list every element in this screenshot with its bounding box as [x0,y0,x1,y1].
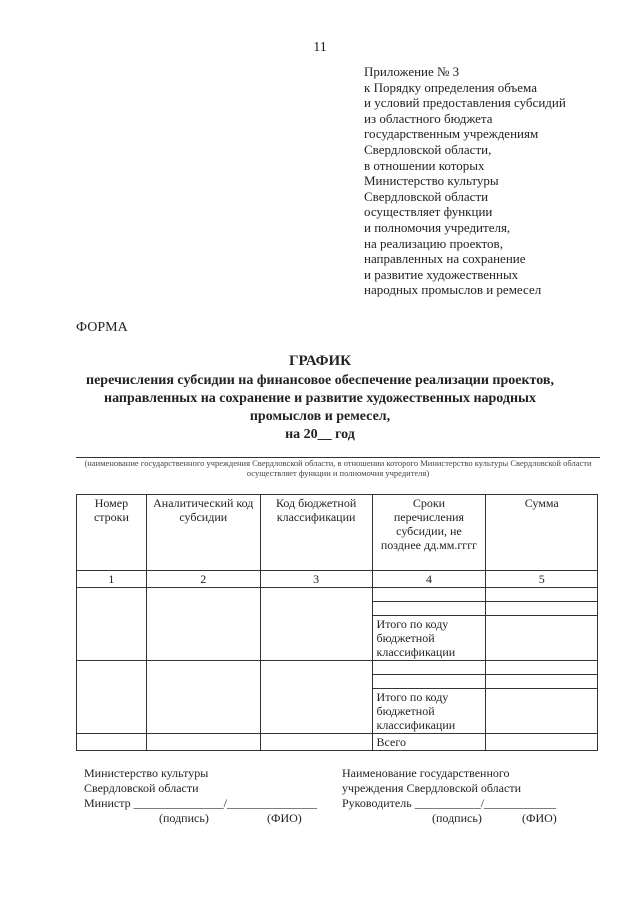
appendix-line: и развитие художественных [364,266,519,282]
cell-analytic-code[interactable] [146,734,260,751]
cell-subtotal-amount[interactable] [486,616,598,661]
cell-deadline[interactable] [372,588,486,602]
table-row [77,661,598,675]
column-number: 2 [146,571,260,588]
table-header-row [77,495,598,571]
cell-row-number[interactable] [77,661,147,734]
caption-signature: (подпись) [159,811,209,825]
column-number: 3 [260,571,372,588]
ministry-name-line: Министерство культуры [84,766,209,780]
subtotal-label: Итого по коду бюджетной классификации [372,689,486,734]
subtotal-label: Итого по коду бюджетной классификации [372,616,486,661]
appendix-line: из областного бюджета [364,110,493,126]
cell-amount[interactable] [486,675,598,689]
appendix-line: и полномочия учредителя, [364,219,511,235]
appendix-line: Министерство культуры [364,173,499,189]
title-line: промыслов и ремесел, [249,409,391,424]
cell-amount[interactable] [486,602,598,616]
header-budget-code: Код бюджетной классификации [260,495,372,571]
minister-signature-line[interactable]: Министр _______________/_______________ [84,796,317,810]
column-number: 1 [77,571,147,588]
appendix-line: на реализацию проектов, [364,235,503,251]
cell-budget-code[interactable] [260,734,372,751]
cell-row-number[interactable] [77,588,147,661]
cell-budget-code[interactable] [260,588,372,661]
institution-name-line: Наименование государственного [342,766,510,780]
cell-amount[interactable] [486,661,598,675]
cell-analytic-code[interactable] [146,661,260,734]
ministry-name-line: Свердловской области [84,781,199,795]
form-label: ФОРМА [76,320,128,335]
appendix-line: народных промыслов и ремесел [364,282,542,298]
cell-deadline[interactable] [372,661,486,675]
header-deadline: Сроки перечисления субсидии, не позднее дд.мм.гггг [372,495,486,571]
header-analytic-code: Аналитический код субсидии [146,495,260,571]
caption-full-name: (ФИО) [522,811,557,825]
appendix-line: Свердловской области [364,188,489,204]
head-signature-line[interactable]: Руководитель ___________/____________ [342,796,557,810]
table-row [77,588,598,602]
header-amount: Сумма [486,495,598,571]
total-row [77,734,598,751]
cell-deadline[interactable] [372,602,486,616]
appendix-line: осуществляет функции [364,204,493,220]
column-number: 4 [372,571,486,588]
appendix-block [364,64,614,298]
cell-budget-code[interactable] [260,661,372,734]
signature-captions [342,811,612,826]
institution-name-line: учреждения Свердловской области [342,781,521,795]
cell-subtotal-amount[interactable] [486,689,598,734]
appendix-line: в отношении которых [364,157,485,173]
org-name-caption: (наименование государственного учреждения Свердловской области, в отношении которого Министерство культуры Свердловской области осуществляет функции и полномочия учредителя) [84,458,592,478]
column-number-row [77,571,598,588]
appendix-line: Свердловской области, [364,141,492,157]
schedule-table [76,494,598,751]
caption-full-name: (ФИО) [267,811,302,825]
appendix-line: Приложение № 3 [364,64,460,79]
signature-captions [84,811,344,826]
signature-block-ministry [84,766,344,826]
appendix-line: и условий предоставления субсидий [364,95,566,111]
title-heading: ГРАФИК [288,353,352,369]
appendix-line: государственным учреждениям [364,126,539,142]
cell-analytic-code[interactable] [146,588,260,661]
signature-block-institution [342,766,612,826]
cell-row-number[interactable] [77,734,147,751]
title-line: направленных на сохранение и развитие художественных народных [104,391,536,406]
appendix-line: направленных на сохранение [364,251,526,267]
document-title [60,352,580,444]
title-line: перечисления субсидии на финансовое обеспечение реализации проектов, [86,373,554,388]
caption-signature: (подпись) [432,811,482,825]
title-year-line: на 20__ год [285,427,355,442]
cell-total-amount[interactable] [486,734,598,751]
page-number: 11 [313,40,327,55]
cell-amount[interactable] [486,588,598,602]
appendix-line: к Порядку определения объема [364,79,537,95]
header-row-number: Номер строки [77,495,147,571]
cell-deadline[interactable] [372,675,486,689]
column-number: 5 [486,571,598,588]
total-label: Всего [372,734,486,751]
